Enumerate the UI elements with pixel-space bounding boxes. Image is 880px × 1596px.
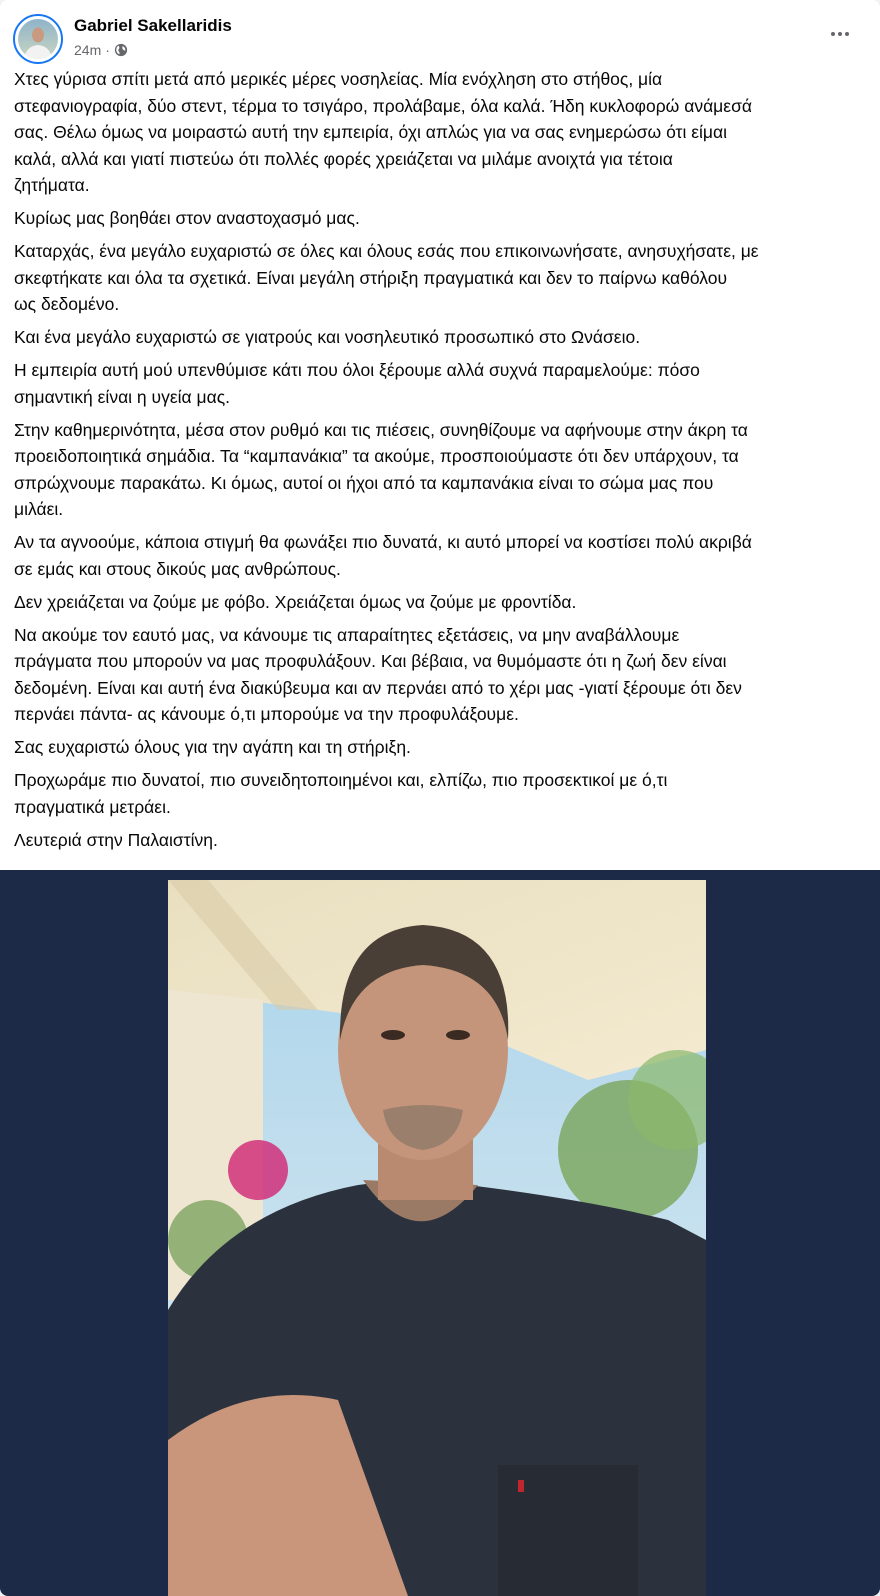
text-line: πραγματικά μετράει. [14,796,171,817]
post-paragraph [14,417,864,523]
post-paragraph [14,324,864,351]
text-line: Σας ευχαριστώ όλους για την αγάπη και τη στήριξη. [14,737,411,757]
post-paragraph [14,529,864,582]
text-line: σας. Θέλω όμως να μοιραστώ αυτή την εμπειρία, όχι απλώς για να σας ενημερώσω ότι είμαι [14,122,727,142]
text-line: Λευτεριά στην Παλαιστίνη. [14,829,218,850]
avatar-photo [18,19,58,59]
text-line: Η εμπειρία αυτή μού υπενθύμισε κάτι που όλοι ξέρουμε αλλά συχνά παραμελούμε: πόσο [14,360,700,380]
post-paragraph [14,622,864,728]
text-line: Στην καθημερινότητα, μέσα στον ρυθμό και τις πιέσεις, συνηθίζουμε να αφήνουμε στην άκρη τα [14,419,748,440]
post-meta [74,42,128,58]
author-name[interactable]: Gabriel Sakellaridis [74,16,232,35]
text-line: Κυρίως μας βοηθάει στον αναστοχασμό μας. [14,208,360,228]
text-line: μιλάει. [14,499,64,519]
text-line: καλά, αλλά και γιατί πιστεύω ότι πολλές φορές χρειάζεται να μιλάμε ανοιχτά για τέτοια [14,148,673,169]
post-paragraph [14,767,864,820]
text-line: ζητήματα. [14,175,90,195]
text-line: περνάει πάντα- ας κάνουμε ό,τι μπορούμε να την προφυλάξουμε. [14,704,519,724]
text-line: Δεν χρειάζεται να ζούμε με φόβο. Χρειάζεται όμως να ζούμε με φροντίδα. [14,591,577,612]
text-line: Προχωράμε πιο δυνατοί, πιο συνειδητοποιημένοι και, ελπίζω, πιο προσεκτικοί με ό,τι [14,770,668,790]
text-line: δεδομένη. Είναι και αυτή ένα διακύβευμα και αν περνάει από το χέρι μας -γιατί ξέρουμε ότι δεν [14,677,742,698]
text-line: σκεφτήκατε και όλα τα σχετικά. Είναι μεγάλη στήριξη πραγματικά και δεν το παίρνω καθόλου [14,267,728,288]
post-paragraph [14,238,864,318]
post-paragraph [14,589,864,616]
text-line: σε εμάς και στους δικούς μας ανθρώπους. [14,558,341,579]
text-line: σπρώχνουμε παρακάτω. Κι όμως, αυτοί οι ήχοι από τα καμπανάκια είναι το σώμα μας που [14,472,714,493]
post-header [0,0,880,70]
avatar[interactable] [13,14,63,64]
text-line: στεφανιογραφία, δύο στεντ, τέρμα το τσιγάρο, προλάβαμε, όλα καλά. Ήδη κυκλοφορώ ανάμεσά [14,95,752,116]
text-line: Αν τα αγνοούμε, κάποια στιγμή θα φωνάξει πιο δυνατά, κι αυτό μπορεί να κοστίσει πολύ ακριβά [14,532,752,552]
text-line: Χτες γύρισα σπίτι μετά από μερικές μέρες νοσηλείας. Μία ενόχληση στο στήθος, μία [14,69,663,89]
text-line: ως δεδομένο. [14,294,120,314]
text-line: Καταρχάς, ένα μεγάλο ευχαριστώ σε όλες και όλους εσάς που επικοινωνήσατε, ανησυχήσατε, με [14,241,759,261]
globe-icon[interactable] [114,43,128,57]
meta-separator: · [105,42,110,58]
post-time[interactable]: 24m [74,42,102,58]
text-line: Να ακούμε τον εαυτό μας, να κάνουμε τις απαραίτητες εξετάσεις, να μην αναβάλλουμε [14,624,680,645]
post-paragraph [14,66,864,199]
text-line: σημαντική είναι η υγεία μας. [14,386,231,407]
post-photo[interactable] [168,880,706,1596]
more-options-icon[interactable] [828,26,852,42]
post-paragraph [14,734,864,761]
text-line: πράγματα που μπορούν να μας προφυλάξουν. Και βέβαια, να θυμόμαστε ότι η ζωή δεν είναι [14,651,727,671]
post-text [14,66,864,860]
post-photo-container[interactable] [0,870,880,1596]
post-paragraph [14,827,864,854]
text-line: προειδοποιητικά σημάδια. Τα “καμπανάκια” τα ακούμε, προσποιούμαστε ότι δεν υπάρχουν, τα [14,446,739,466]
text-line: Και ένα μεγάλο ευχαριστώ σε γιατρούς και νοσηλευτικό προσωπικό στο Ωνάσειο. [14,327,641,347]
post-paragraph [14,205,864,232]
post-paragraph [14,357,864,410]
